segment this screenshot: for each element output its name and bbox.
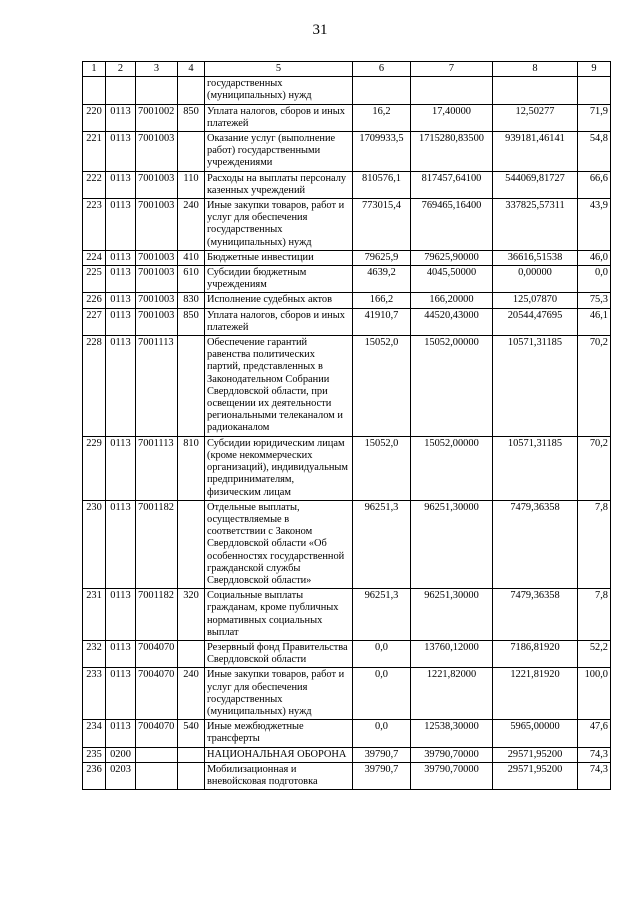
target-code: 7001003 xyxy=(136,293,178,308)
section-code: 0113 xyxy=(106,336,136,437)
executed-amount: 939181,46141 xyxy=(493,132,578,172)
planned-amount: 96251,3 xyxy=(353,589,411,641)
section-code: 0113 xyxy=(106,668,136,720)
executed-amount: 337825,57311 xyxy=(493,199,578,251)
section-code xyxy=(106,77,136,104)
expense-type-code: 410 xyxy=(178,250,205,265)
planned-amount: 79625,9 xyxy=(353,250,411,265)
budget-table xyxy=(82,61,611,790)
section-code: 0113 xyxy=(106,293,136,308)
row-number: 232 xyxy=(83,640,106,667)
item-name: государственных (муниципальных) нужд xyxy=(205,77,353,104)
item-name: Субсидии юридическим лицам (кроме некоммерческих организаций), индивидуальным предпринимателям, физическим лицам xyxy=(205,436,353,500)
item-name: Иные закупки товаров, работ и услуг для обеспечения государственных (муниципальных) нужд xyxy=(205,668,353,720)
item-name: Мобилизационная и вневойсковая подготовка xyxy=(205,762,353,789)
header-cell: 3 xyxy=(136,62,178,77)
executed-amount: 0,00000 xyxy=(493,266,578,293)
item-name: Социальные выплаты гражданам, кроме публичных нормативных социальных выплат xyxy=(205,589,353,641)
adjusted-amount: 4045,50000 xyxy=(411,266,493,293)
execution-percent: 52,2 xyxy=(578,640,611,667)
row-number: 229 xyxy=(83,436,106,500)
header-cell: 8 xyxy=(493,62,578,77)
executed-amount: 36616,51538 xyxy=(493,250,578,265)
planned-amount: 16,2 xyxy=(353,104,411,131)
target-code xyxy=(136,77,178,104)
section-code: 0113 xyxy=(106,199,136,251)
planned-amount: 39790,7 xyxy=(353,747,411,762)
execution-percent: 75,3 xyxy=(578,293,611,308)
item-name: Обеспечение гарантий равенства политических партий, представленных в Законодательном Собрании Свердловской области, при освещении их деятельности региональными телеканалом и радиоканалом xyxy=(205,336,353,437)
planned-amount: 15052,0 xyxy=(353,436,411,500)
table-row xyxy=(83,171,611,198)
target-code: 7001113 xyxy=(136,336,178,437)
header-row xyxy=(83,62,611,77)
expense-type-code xyxy=(178,77,205,104)
section-code: 0113 xyxy=(106,500,136,588)
planned-amount: 39790,7 xyxy=(353,762,411,789)
header-cell: 6 xyxy=(353,62,411,77)
executed-amount: 544069,81727 xyxy=(493,171,578,198)
adjusted-amount: 96251,30000 xyxy=(411,500,493,588)
expense-type-code xyxy=(178,762,205,789)
table-row xyxy=(83,668,611,720)
target-code: 7001003 xyxy=(136,308,178,335)
execution-percent: 0,0 xyxy=(578,266,611,293)
row-number: 224 xyxy=(83,250,106,265)
expense-type-code xyxy=(178,132,205,172)
executed-amount: 29571,95200 xyxy=(493,747,578,762)
execution-percent: 43,9 xyxy=(578,199,611,251)
execution-percent: 71,9 xyxy=(578,104,611,131)
section-code: 0113 xyxy=(106,104,136,131)
expense-type-code xyxy=(178,336,205,437)
executed-amount: 10571,31185 xyxy=(493,336,578,437)
page-number: 31 xyxy=(312,22,328,38)
target-code: 7001003 xyxy=(136,266,178,293)
expense-type-code: 850 xyxy=(178,104,205,131)
adjusted-amount: 39790,70000 xyxy=(411,762,493,789)
row-number: 228 xyxy=(83,336,106,437)
table-row xyxy=(83,720,611,747)
target-code: 7004070 xyxy=(136,668,178,720)
planned-amount: 96251,3 xyxy=(353,500,411,588)
adjusted-amount: 769465,16400 xyxy=(411,199,493,251)
expense-type-code: 850 xyxy=(178,308,205,335)
row-number: 230 xyxy=(83,500,106,588)
row-number xyxy=(83,77,106,104)
table-row xyxy=(83,77,611,104)
expense-type-code: 110 xyxy=(178,171,205,198)
planned-amount: 0,0 xyxy=(353,668,411,720)
execution-percent: 46,0 xyxy=(578,250,611,265)
execution-percent: 54,8 xyxy=(578,132,611,172)
expense-type-code: 540 xyxy=(178,720,205,747)
table-row xyxy=(83,762,611,789)
item-name: Бюджетные инвестиции xyxy=(205,250,353,265)
table-row xyxy=(83,132,611,172)
row-number: 222 xyxy=(83,171,106,198)
table-row xyxy=(83,104,611,131)
item-name: Расходы на выплаты персоналу казенных учреждений xyxy=(205,171,353,198)
target-code: 7001003 xyxy=(136,132,178,172)
row-number: 231 xyxy=(83,589,106,641)
target-code: 7001003 xyxy=(136,199,178,251)
execution-percent: 100,0 xyxy=(578,668,611,720)
target-code: 7001182 xyxy=(136,589,178,641)
planned-amount: 0,0 xyxy=(353,720,411,747)
row-number: 235 xyxy=(83,747,106,762)
target-code: 7001113 xyxy=(136,436,178,500)
adjusted-amount: 817457,64100 xyxy=(411,171,493,198)
table-row xyxy=(83,199,611,251)
row-number: 236 xyxy=(83,762,106,789)
adjusted-amount: 12538,30000 xyxy=(411,720,493,747)
executed-amount: 7186,81920 xyxy=(493,640,578,667)
table-row xyxy=(83,336,611,437)
table-row xyxy=(83,266,611,293)
item-name: Уплата налогов, сборов и иных платежей xyxy=(205,308,353,335)
section-code: 0113 xyxy=(106,266,136,293)
execution-percent: 70,2 xyxy=(578,436,611,500)
item-name: Субсидии бюджетным учреждениям xyxy=(205,266,353,293)
expense-type-code: 240 xyxy=(178,199,205,251)
expense-type-code xyxy=(178,747,205,762)
table-row xyxy=(83,250,611,265)
row-number: 225 xyxy=(83,266,106,293)
row-number: 220 xyxy=(83,104,106,131)
expense-type-code: 320 xyxy=(178,589,205,641)
header-cell: 1 xyxy=(83,62,106,77)
adjusted-amount: 17,40000 xyxy=(411,104,493,131)
executed-amount: 12,50277 xyxy=(493,104,578,131)
section-code: 0113 xyxy=(106,640,136,667)
header-cell: 9 xyxy=(578,62,611,77)
adjusted-amount: 39790,70000 xyxy=(411,747,493,762)
adjusted-amount: 15052,00000 xyxy=(411,336,493,437)
target-code: 7004070 xyxy=(136,720,178,747)
item-name: Исполнение судебных актов xyxy=(205,293,353,308)
table-row xyxy=(83,500,611,588)
expense-type-code: 610 xyxy=(178,266,205,293)
target-code: 7001002 xyxy=(136,104,178,131)
execution-percent xyxy=(578,77,611,104)
executed-amount: 20544,47695 xyxy=(493,308,578,335)
target-code: 7001003 xyxy=(136,250,178,265)
header-cell: 2 xyxy=(106,62,136,77)
adjusted-amount xyxy=(411,77,493,104)
section-code: 0200 xyxy=(106,747,136,762)
section-code: 0203 xyxy=(106,762,136,789)
target-code: 7001182 xyxy=(136,500,178,588)
header-cell: 5 xyxy=(205,62,353,77)
item-name: Отдельные выплаты, осуществляемые в соответствии с Законом Свердловской области «Об особенностях государственной гражданской службы Свердловской области» xyxy=(205,500,353,588)
execution-percent: 7,8 xyxy=(578,500,611,588)
execution-percent: 46,1 xyxy=(578,308,611,335)
executed-amount xyxy=(493,77,578,104)
executed-amount: 7479,36358 xyxy=(493,589,578,641)
row-number: 221 xyxy=(83,132,106,172)
table-row xyxy=(83,747,611,762)
section-code: 0113 xyxy=(106,589,136,641)
adjusted-amount: 44520,43000 xyxy=(411,308,493,335)
executed-amount: 125,07870 xyxy=(493,293,578,308)
item-name: Резервный фонд Правительства Свердловской области xyxy=(205,640,353,667)
target-code xyxy=(136,762,178,789)
execution-percent: 70,2 xyxy=(578,336,611,437)
executed-amount: 1221,81920 xyxy=(493,668,578,720)
expense-type-code: 830 xyxy=(178,293,205,308)
planned-amount xyxy=(353,77,411,104)
execution-percent: 7,8 xyxy=(578,589,611,641)
executed-amount: 5965,00000 xyxy=(493,720,578,747)
planned-amount: 1709933,5 xyxy=(353,132,411,172)
expense-type-code xyxy=(178,640,205,667)
target-code xyxy=(136,747,178,762)
item-name: Уплата налогов, сборов и иных платежей xyxy=(205,104,353,131)
target-code: 7004070 xyxy=(136,640,178,667)
execution-percent: 74,3 xyxy=(578,747,611,762)
row-number: 223 xyxy=(83,199,106,251)
section-code: 0113 xyxy=(106,436,136,500)
section-code: 0113 xyxy=(106,250,136,265)
executed-amount: 7479,36358 xyxy=(493,500,578,588)
execution-percent: 47,6 xyxy=(578,720,611,747)
adjusted-amount: 13760,12000 xyxy=(411,640,493,667)
header-cell: 4 xyxy=(178,62,205,77)
expense-type-code: 810 xyxy=(178,436,205,500)
planned-amount: 0,0 xyxy=(353,640,411,667)
planned-amount: 810576,1 xyxy=(353,171,411,198)
table-row xyxy=(83,589,611,641)
item-name: Оказание услуг (выполнение работ) государственными учреждениями xyxy=(205,132,353,172)
row-number: 227 xyxy=(83,308,106,335)
table-row xyxy=(83,308,611,335)
planned-amount: 15052,0 xyxy=(353,336,411,437)
adjusted-amount: 1715280,83500 xyxy=(411,132,493,172)
expense-type-code xyxy=(178,500,205,588)
section-code: 0113 xyxy=(106,720,136,747)
row-number: 234 xyxy=(83,720,106,747)
target-code: 7001003 xyxy=(136,171,178,198)
planned-amount: 773015,4 xyxy=(353,199,411,251)
planned-amount: 4639,2 xyxy=(353,266,411,293)
table-row xyxy=(83,293,611,308)
adjusted-amount: 166,20000 xyxy=(411,293,493,308)
row-number: 226 xyxy=(83,293,106,308)
adjusted-amount: 79625,90000 xyxy=(411,250,493,265)
planned-amount: 166,2 xyxy=(353,293,411,308)
table-row xyxy=(83,436,611,500)
item-name: Иные межбюджетные трансферты xyxy=(205,720,353,747)
section-code: 0113 xyxy=(106,132,136,172)
execution-percent: 74,3 xyxy=(578,762,611,789)
item-name: НАЦИОНАЛЬНАЯ ОБОРОНА xyxy=(205,747,353,762)
section-code: 0113 xyxy=(106,171,136,198)
adjusted-amount: 1221,82000 xyxy=(411,668,493,720)
executed-amount: 29571,95200 xyxy=(493,762,578,789)
table-row xyxy=(83,640,611,667)
row-number: 233 xyxy=(83,668,106,720)
section-code: 0113 xyxy=(106,308,136,335)
adjusted-amount: 96251,30000 xyxy=(411,589,493,641)
execution-percent: 66,6 xyxy=(578,171,611,198)
expense-type-code: 240 xyxy=(178,668,205,720)
item-name: Иные закупки товаров, работ и услуг для обеспечения государственных (муниципальных) нужд xyxy=(205,199,353,251)
adjusted-amount: 15052,00000 xyxy=(411,436,493,500)
planned-amount: 41910,7 xyxy=(353,308,411,335)
header-cell: 7 xyxy=(411,62,493,77)
executed-amount: 10571,31185 xyxy=(493,436,578,500)
